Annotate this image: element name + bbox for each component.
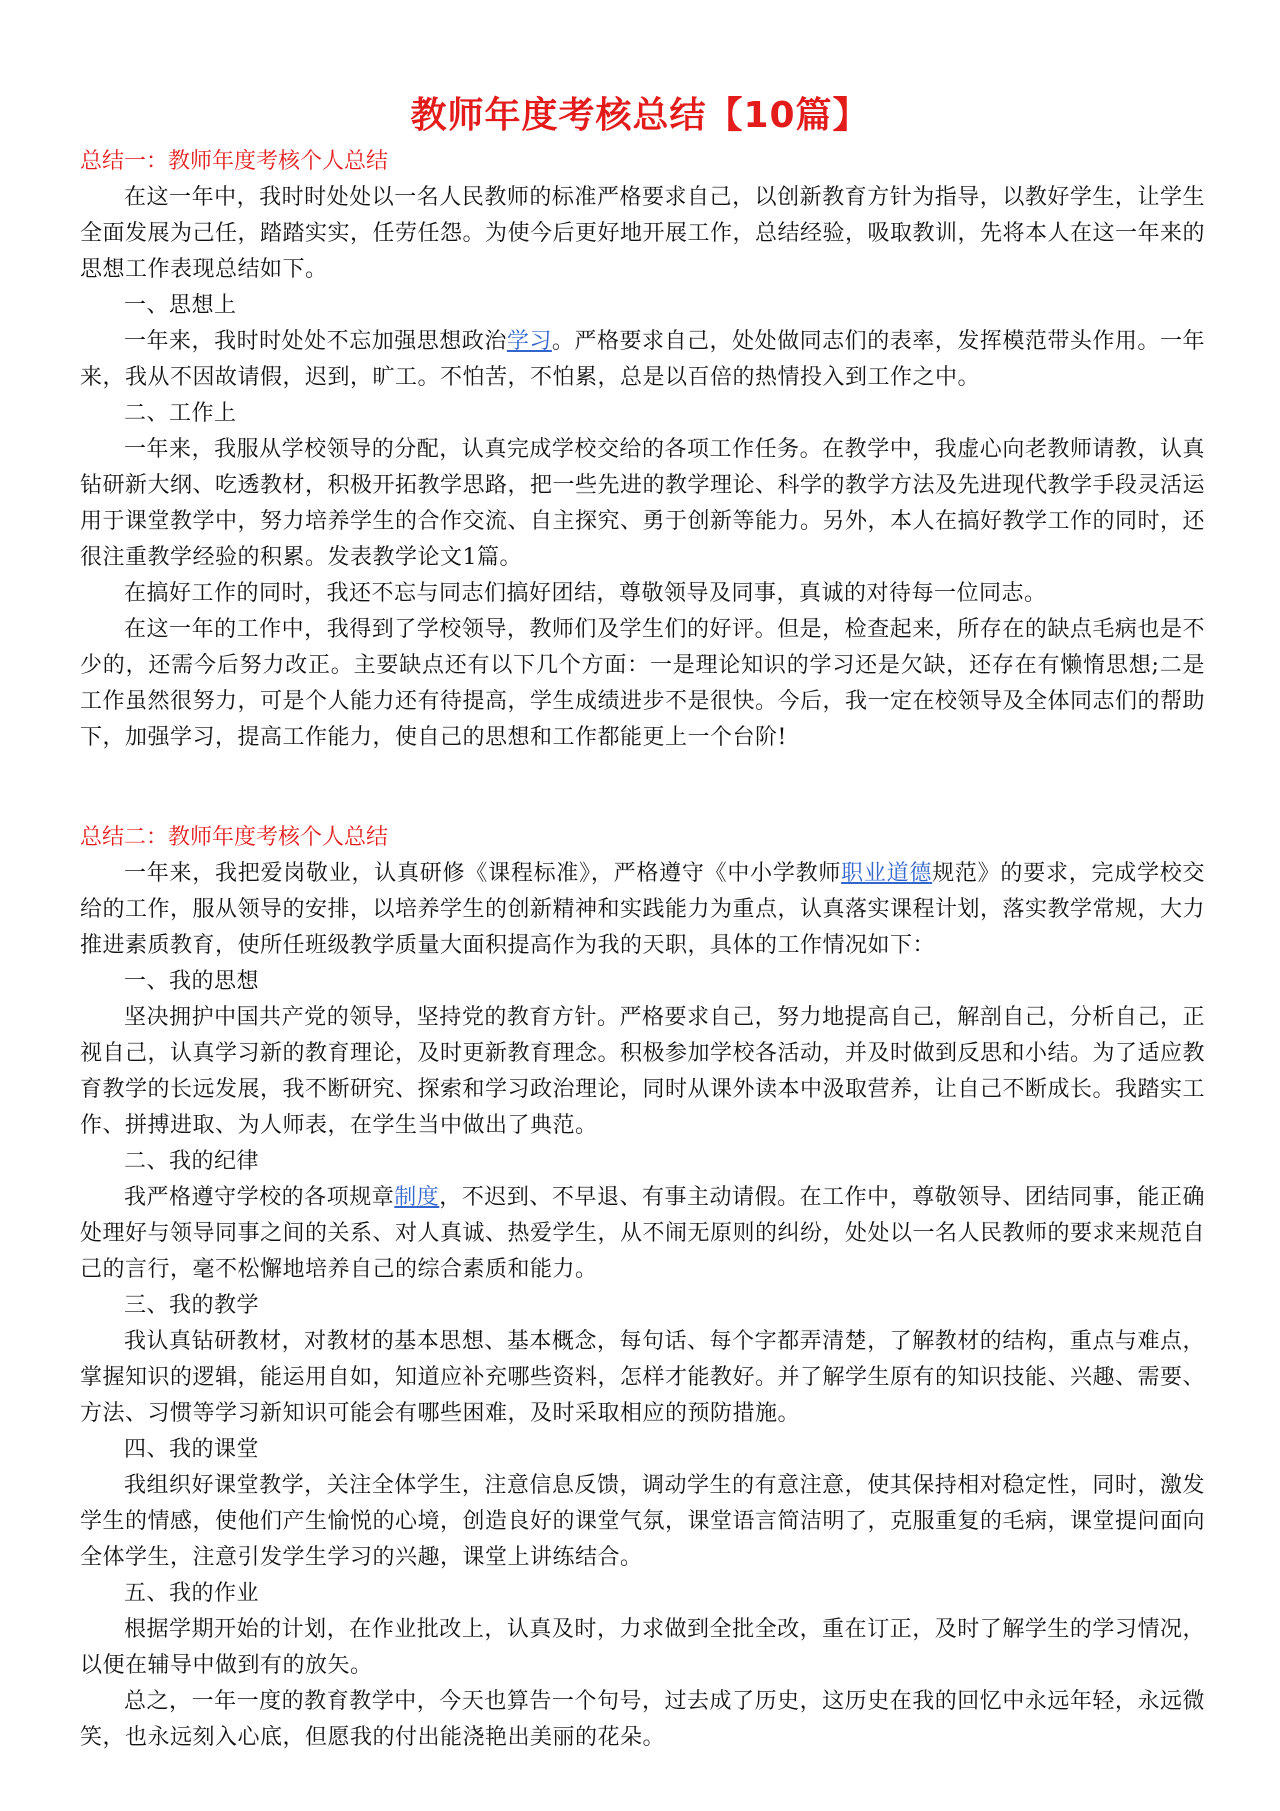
section-1-subheading-thought: 一、思想上 [124,293,237,318]
section-2-heading: 总结二：教师年度考核个人总结 [80,825,389,850]
section-2-paragraph-1 [80,856,1205,964]
regulations-link[interactable]: 制度 [394,1185,440,1210]
paragraph-text: ，不迟到、不早退、有事主动请假。在工作中，尊敬领导、团结同事，能正确处理好与领导同事之间的关系、对人真诚、热爱学生，从不闹无原则的纠纷，处处以一名人民教师的要求来规范自己的言行，毫不松懈地培养自己的综合素质和能力。 [80,1185,1206,1282]
paragraph-text: 我严格遵守学校的各项规章 [124,1185,395,1210]
section-1-paragraph-4: 在搞好工作的同时，我还不忘与同志们搞好团结，尊敬领导及同事，真诚的对待每一位同志。 [124,581,1047,606]
professional-ethics-link[interactable]: 职业道德 [841,861,933,886]
section-2-paragraph-4: 我认真钻研教材，对教材的基本思想、基本概念，每句话、每个字都弄清楚，了解教材的结构，重点与难点，掌握知识的逻辑，能运用自如，知道应补充哪些资料，怎样才能教好。并了解学生原有的知识技能、兴趣、需要、方法、习惯等学习新知识可能会有哪些困难，及时采取相应的预防措施。 [80,1329,1206,1426]
section-1-heading: 总结一：教师年度考核个人总结 [80,149,389,174]
section-2-paragraph-6: 根据学期开始的计划，在作业批改上，认真及时，力求做到全批全改，重在订正，及时了解学生的学习情况，以便在辅导中做到有的放矢。 [80,1617,1205,1678]
section-1-paragraph-5: 在这一年的工作中，我得到了学校领导，教师们及学生们的好评。但是，检查起来，所存在的缺点毛病也是不少的，还需今后努力改正。主要缺点还有以下几个方面：一是理论知识的学习还是欠缺，还存在有懒惰思想;二是工作虽然很努力，可是个人能力还有待提高，学生成绩进步不是很快。今后，我一定在校领导及全体同志们的帮助下，加强学习，提高工作能力，使自己的思想和工作都能更上一个台阶! [80,617,1206,750]
paragraph-text: 。严格要求自己，处处做同志们的表率，发挥模范带头作用。一年来，我从不因故请假，迟到，旷工。不怕苦，不怕累，总是以百倍的热情投入到工作之中。 [80,329,1205,390]
section-2-subheading-thought: 一、我的思想 [124,969,260,994]
section-2 [80,820,1205,1756]
section-2-subheading-classroom: 四、我的课堂 [124,1437,260,1462]
document-title: 教师年度考核总结【10篇】 [410,95,870,136]
section-2-paragraph-7: 总之，一年一度的教育教学中，今天也算告一个句号，过去成了历史，这历史在我的回忆中永远年轻，永远微笑，也永远刻入心底，但愿我的付出能浇艳出美丽的花朵。 [80,1689,1205,1750]
section-2-subheading-discipline: 二、我的纪律 [124,1149,260,1174]
section-1-paragraph-3: 一年来，我服从学校领导的分配，认真完成学校交给的各项工作任务。在教学中，我虚心向老教师请教，认真钻研新大纲、吃透教材，积极开拓教学思路，把一些先进的教学理论、科学的教学方法及先进现代教学手段灵活运用于课堂教学中，努力培养学生的合作交流、自主探究、勇于创新等能力。另外，本人在搞好教学工作的同时，还很注重教学经验的积累。发表教学论文1篇。 [80,437,1206,570]
section-2-paragraph-3 [80,1180,1205,1288]
paragraph-text: 规范》的要求，完成学校交给的工作，服从领导的安排，以培养学生的创新精神和实践能力为重点，认真落实课程计划，落实教学常规，大力推进素质教育，使所任班级教学质量大面积提高作为我的天职，具体的工作情况如下： [80,861,1206,958]
paragraph-text: 一年来，我把爱岗敬业，认真研修《课程标准》，严格遵守《中小学教师 [124,861,842,886]
section-1-paragraph-1: 在这一年中，我时时处处以一名人民教师的标准严格要求自己，以创新教育方针为指导，以教好学生，让学生全面发展为己任，踏踏实实，任劳任怨。为使今后更好地开展工作，总结经验，吸取教训，先将本人在这一年来的思想工作表现总结如下。 [80,185,1206,282]
section-2-paragraph-2: 坚决拥护中国共产党的领导，坚持党的教育方针。严格要求自己，努力地提高自己，解剖自己，分析自己，正视自己，认真学习新的教育理论，及时更新教育理念。积极参加学校各活动，并及时做到反思和小结。为了适应教育教学的长远发展，我不断研究、探索和学习政治理论，同时从课外读本中汲取营养，让自己不断成长。我踏实工作、拼搏进取、为人师表，在学生当中做出了典范。 [80,1005,1206,1138]
section-1 [80,144,1205,756]
section-2-paragraph-5: 我组织好课堂教学，关注全体学生，注意信息反馈，调动学生的有意注意，使其保持相对稳定性，同时，激发学生的情感，使他们产生愉悦的心境，创造良好的课堂气氛，课堂语言简洁明了，克服重复的毛病，课堂提问面向全体学生，注意引发学生学习的兴趣，课堂上讲练结合。 [80,1473,1206,1570]
section-2-subheading-teaching: 三、我的教学 [124,1293,260,1318]
paragraph-text: 一年来，我时时处处不忘加强思想政治 [124,329,507,354]
study-link[interactable]: 学习 [506,329,552,354]
section-1-paragraph-2 [80,324,1205,396]
section-1-subheading-work: 二、工作上 [124,401,237,426]
section-2-subheading-homework: 五、我的作业 [124,1581,260,1606]
